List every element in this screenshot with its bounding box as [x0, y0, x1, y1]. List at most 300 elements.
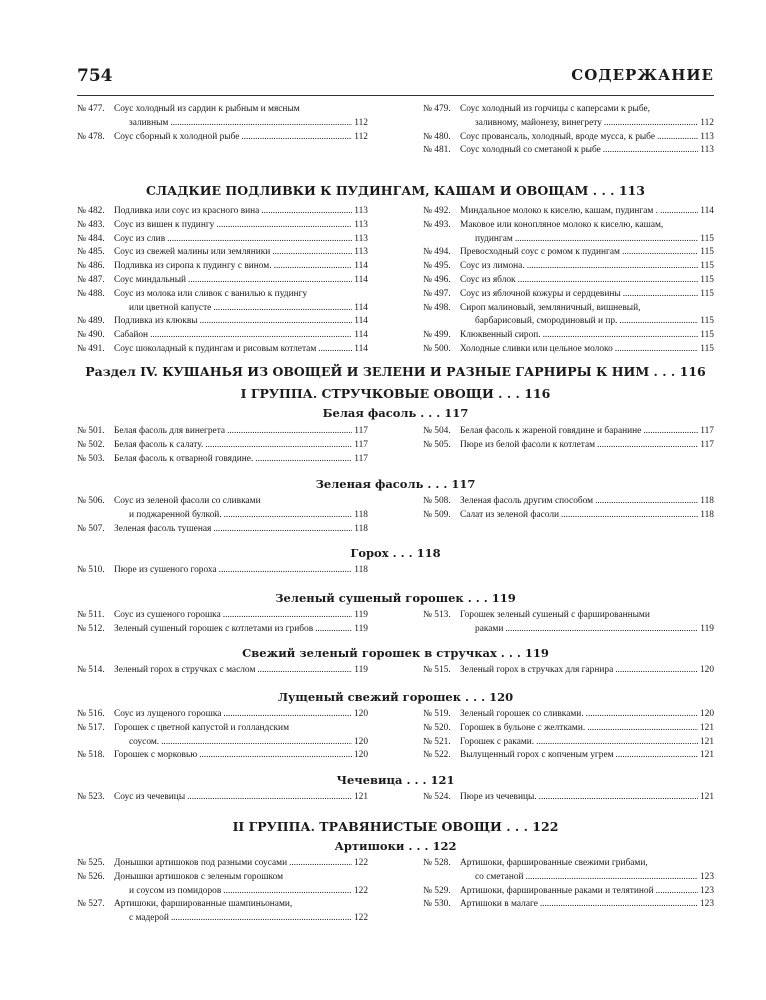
- toc-columns: [77, 609, 714, 637]
- entry-page-number: 121: [353, 792, 368, 802]
- entry-body: [114, 722, 368, 750]
- entry-page-number: 119: [354, 623, 368, 634]
- entry-body: [114, 439, 368, 453]
- entry-title-text: Салат из зеленой фасоли: [460, 509, 560, 520]
- toc-entry: [77, 205, 368, 219]
- entry-page-number: 120: [699, 709, 714, 719]
- entry-body: [114, 708, 368, 722]
- entry-body: [460, 329, 714, 343]
- entry-number: № 525.: [77, 858, 105, 868]
- entry-title-text: Соус из слив: [114, 233, 166, 244]
- toc-column-left: [77, 205, 368, 357]
- entry-number: № 513.: [423, 610, 451, 620]
- entry-number: № 524.: [423, 792, 451, 802]
- toc-columns: [77, 103, 714, 158]
- entry-title-last-line: [460, 246, 714, 260]
- entry-number: № 482.: [77, 206, 105, 216]
- entry-title-text: барбарисовый, смородиновый и пр.: [475, 316, 618, 327]
- entry-page-number: 115: [700, 343, 714, 354]
- toc-section: [77, 183, 714, 357]
- toc-section: [77, 591, 714, 637]
- entry-body: [114, 233, 368, 247]
- toc-column-right: [423, 495, 714, 536]
- dot-leader: [643, 425, 698, 439]
- entry-number: № 477.: [77, 104, 105, 114]
- dot-leader: [615, 343, 699, 357]
- toc-entry: [77, 103, 368, 131]
- toc-column-left: [77, 425, 368, 466]
- entry-body: [114, 343, 368, 357]
- dot-leader: [622, 246, 698, 260]
- dot-leader: [205, 439, 352, 453]
- entry-title-text: со сметаной: [475, 871, 524, 882]
- toc-column-right: [423, 609, 714, 637]
- entry-page-number: 114: [354, 330, 368, 341]
- dot-leader: [515, 233, 698, 247]
- entry-title-text: Артишоки, фаршированные раками и телятиной: [460, 885, 654, 896]
- entry-page-number: 118: [700, 496, 714, 506]
- entry-number: № 519.: [423, 709, 451, 719]
- header-rule: [77, 95, 714, 96]
- entry-title-last-line: [114, 736, 368, 750]
- toc-column-left: [77, 609, 368, 637]
- entry-body: [460, 144, 714, 158]
- entry-body: [114, 425, 368, 439]
- toc-entry: [423, 219, 714, 247]
- entry-body: [114, 219, 368, 233]
- entry-title-last-line: [114, 439, 368, 453]
- entry-title-text: Подливка из клюквы: [114, 316, 198, 327]
- entry-title-text: и соусом из помидоров: [129, 885, 222, 896]
- toc-entry: [77, 708, 368, 722]
- toc-entry: [77, 274, 368, 288]
- entry-title-last-line: [114, 708, 368, 722]
- toc-entry: [423, 708, 714, 722]
- toc-entry: [77, 523, 368, 537]
- toc-section: [77, 819, 714, 926]
- dot-leader: [167, 233, 352, 247]
- entry-title-line: Маковое или конопляное молоко к киселю, кашам,: [460, 219, 664, 230]
- entry-page-number: 114: [354, 274, 368, 285]
- entry-body: [114, 246, 368, 260]
- entry-title-text: Зеленая фасоль другим способом: [460, 496, 594, 506]
- toc-entry: [77, 664, 368, 678]
- entry-page-number: 118: [354, 565, 368, 575]
- entry-body: [114, 898, 368, 926]
- entry-body: [460, 898, 714, 912]
- entry-title-text: Вылущенный горох с копченым угрем: [460, 750, 614, 761]
- dot-leader: [619, 315, 698, 329]
- toc-entry: [77, 623, 368, 637]
- entry-page-number: 123: [699, 885, 714, 896]
- entry-number: № 504.: [423, 426, 451, 436]
- toc-section: [77, 477, 714, 536]
- dot-leader: [272, 246, 352, 260]
- entry-body: [460, 288, 714, 302]
- entry-title-text: Пюре из белой фасоли к котлетам: [460, 439, 596, 450]
- entry-title-last-line: [460, 288, 714, 302]
- dot-leader: [561, 509, 698, 523]
- toc-entry: [77, 722, 368, 750]
- entry-title-last-line: [114, 343, 368, 357]
- dot-leader: [257, 664, 352, 678]
- entry-title-line: Соус холодный из сардин к рыбным и мясным: [114, 104, 300, 114]
- entry-page-number: 120: [353, 736, 368, 747]
- entry-body: [460, 205, 714, 219]
- entry-title-text: Миндальное молоко к киселю, кашам, пудингам .: [460, 206, 659, 216]
- entry-body: [114, 564, 368, 578]
- entry-body: [114, 453, 368, 467]
- entry-title-last-line: [114, 233, 368, 247]
- dot-leader: [289, 857, 352, 871]
- dot-leader: [170, 117, 352, 131]
- dot-leader: [161, 736, 352, 750]
- entry-number: № 528.: [423, 858, 451, 868]
- entry-page-number: 114: [354, 316, 368, 327]
- entry-page-number: 121: [699, 736, 714, 747]
- entry-number: № 522.: [423, 750, 451, 761]
- entry-title-last-line: [114, 857, 368, 871]
- entry-number: № 499.: [423, 330, 451, 341]
- dot-leader: [615, 664, 698, 678]
- page-number: 754: [77, 66, 113, 86]
- entry-page-number: 115: [700, 261, 714, 272]
- toc-section: [77, 103, 714, 158]
- entry-page-number: 123: [699, 899, 714, 910]
- entry-title-text: Соус провансаль, холодный, вроде мусса, к рыбе: [460, 131, 655, 142]
- toc-entry: [77, 749, 368, 763]
- entry-body: [114, 288, 368, 316]
- entry-page-number: 113: [354, 206, 368, 216]
- entry-body: [460, 260, 714, 274]
- entry-body: [460, 609, 714, 637]
- toc-entry: [423, 274, 714, 288]
- entry-title-last-line: [114, 117, 368, 131]
- entry-number: № 501.: [77, 426, 105, 436]
- entry-title-last-line: [114, 425, 368, 439]
- entry-title-text: Соус из яблок: [460, 274, 516, 285]
- entry-title-line: Соус из молока или сливок с ванилью к пудингу: [114, 288, 308, 299]
- entry-title-line: Соус из зеленой фасоли со сливками: [114, 496, 261, 506]
- entry-title-text: Артишоки в малаге: [460, 899, 538, 910]
- dot-leader: [536, 736, 698, 750]
- entry-title-line: Горошек с цветной капустой и голландским: [114, 722, 289, 733]
- entry-title-text: Зеленый горох в стручках для гарнира: [460, 665, 614, 675]
- entry-number: № 490.: [77, 330, 105, 341]
- toc-columns: [77, 791, 714, 805]
- entry-number: № 498.: [423, 302, 451, 313]
- running-title: СОДЕРЖАНИЕ: [571, 66, 714, 84]
- dot-leader: [241, 131, 352, 145]
- entry-title-text: Соус холодный со сметаной к рыбе: [460, 145, 601, 156]
- entry-title-text: с мадерой: [129, 913, 169, 924]
- entry-page-number: 121: [699, 722, 714, 733]
- entry-number: № 485.: [77, 247, 105, 258]
- dot-leader: [200, 315, 353, 329]
- entry-title-text: Горошек с раками.: [460, 736, 535, 747]
- entry-title-text: Подливка или соус из красного вина: [114, 206, 260, 216]
- entry-number: № 505.: [423, 439, 451, 450]
- entry-number: № 516.: [77, 709, 105, 719]
- dot-leader: [527, 260, 699, 274]
- dot-leader: [518, 274, 699, 288]
- toc-column-right: [423, 857, 714, 926]
- toc-column-right: [423, 791, 714, 805]
- entry-title-line: Сироп малиновый, земляничный, вишневый,: [460, 302, 641, 313]
- entry-title-last-line: [460, 722, 714, 736]
- toc-entry: [77, 791, 368, 805]
- entry-number: № 491.: [77, 343, 105, 354]
- subsection-heading: Чечевица . . . 121: [336, 773, 455, 787]
- entry-page-number: 119: [700, 623, 714, 634]
- entry-title-text: или цветной капусте: [129, 302, 212, 313]
- entry-page-number: 120: [353, 750, 368, 761]
- toc-entry: [77, 898, 368, 926]
- entry-body: [460, 749, 714, 763]
- entry-page-number: 114: [354, 343, 368, 354]
- entry-page-number: 113: [354, 219, 368, 230]
- entry-title-text: Соус из яблочной кожуры и сердцевины: [460, 288, 621, 299]
- entry-title-text: Донышки артишоков под разными соусами: [114, 858, 288, 868]
- entry-title-text: пудингам: [475, 233, 513, 244]
- entry-title-text: и поджаренной булкой.: [129, 509, 222, 520]
- entry-title-last-line: [460, 205, 714, 219]
- toc-columns: [77, 564, 714, 578]
- entry-title-text: Подливка из сиропа к пудингу с вином.: [114, 261, 272, 272]
- toc-entry: [77, 219, 368, 233]
- subsection-heading: Белая фасоль . . . 117: [322, 406, 469, 420]
- entry-number: № 483.: [77, 219, 105, 230]
- entry-page-number: 115: [700, 288, 714, 299]
- entry-page-number: 117: [700, 426, 714, 436]
- entry-title-last-line: [460, 791, 714, 805]
- entry-page-number: 117: [354, 453, 368, 464]
- toc-entry: [77, 564, 368, 578]
- entry-title-last-line: [460, 117, 714, 131]
- toc-entry: [423, 131, 714, 145]
- entry-title-last-line: [460, 736, 714, 750]
- entry-body: [460, 664, 714, 678]
- entry-number: № 508.: [423, 496, 451, 506]
- entry-body: [114, 871, 368, 899]
- entry-number: № 488.: [77, 288, 105, 299]
- dot-leader: [543, 329, 699, 343]
- entry-body: [114, 274, 368, 288]
- entry-title-last-line: [460, 898, 714, 912]
- subsection-heading: Горох . . . 118: [350, 546, 441, 560]
- toc-entry: [423, 609, 714, 637]
- toc-column-right: [423, 425, 714, 466]
- entry-title-last-line: [460, 343, 714, 357]
- entry-title-line: Артишоки, фаршированные свежими грибами,: [460, 858, 648, 868]
- entry-title-last-line: [114, 885, 368, 899]
- toc-entry: [423, 425, 714, 439]
- entry-title-text: заливному, майонезу, винегрету: [475, 117, 602, 128]
- dot-leader: [604, 117, 698, 131]
- entry-title-text: Горошек с морковью: [114, 750, 198, 761]
- toc-column-right: [423, 103, 714, 158]
- entry-number: № 518.: [77, 750, 105, 761]
- entry-title-line: Соус холодный из горчицы с каперсами к рыбе,: [460, 104, 651, 114]
- entry-title-text: Зеленая фасоль тушеная: [114, 523, 212, 534]
- entry-number: № 478.: [77, 131, 105, 142]
- entry-page-number: 117: [354, 439, 368, 450]
- entry-title-text: соусом.: [129, 736, 160, 747]
- entry-number: № 530.: [423, 899, 451, 910]
- entry-number: № 520.: [423, 722, 451, 733]
- toc-entry: [423, 509, 714, 523]
- dot-leader: [216, 219, 352, 233]
- entry-title-text: Соус сборный к холодной рыбе: [114, 131, 240, 142]
- entry-page-number: 114: [700, 206, 714, 216]
- entry-title-last-line: [460, 749, 714, 763]
- dot-leader: [187, 791, 352, 805]
- toc-column-right: [423, 564, 714, 578]
- dot-leader: [171, 912, 352, 926]
- dot-leader: [224, 509, 353, 523]
- entry-title-text: Пюре из чечевицы.: [460, 792, 537, 802]
- entry-page-number: 113: [354, 233, 368, 244]
- entry-page-number: 122: [353, 858, 368, 868]
- toc-entry: [423, 898, 714, 912]
- dot-leader: [657, 131, 698, 145]
- entry-title-last-line: [460, 315, 714, 329]
- entry-body: [460, 302, 714, 330]
- entry-page-number: 113: [700, 145, 714, 156]
- entry-title-last-line: [114, 246, 368, 260]
- toc-section: [77, 546, 714, 578]
- entry-title-last-line: [114, 219, 368, 233]
- entry-title-last-line: [460, 509, 714, 523]
- entry-body: [114, 623, 368, 637]
- entry-body: [460, 885, 714, 899]
- entry-number: № 512.: [77, 623, 105, 634]
- entry-title-last-line: [114, 623, 368, 637]
- toc-entry: [77, 343, 368, 357]
- entry-page-number: 112: [354, 131, 368, 142]
- entry-page-number: 122: [353, 885, 368, 896]
- entry-title-last-line: [114, 791, 368, 805]
- entry-page-number: 112: [354, 117, 368, 128]
- entry-body: [114, 857, 368, 871]
- entry-body: [460, 425, 714, 439]
- entry-body: [114, 103, 368, 131]
- entry-title-last-line: [114, 205, 368, 219]
- toc-entry: [77, 329, 368, 343]
- entry-title-last-line: [114, 664, 368, 678]
- entry-title-text: Белая фасоль к жареной говядине и баранине: [460, 426, 642, 436]
- entry-title-text: Сабайон: [114, 330, 149, 341]
- entry-number: № 497.: [423, 288, 451, 299]
- entry-number: № 526.: [77, 871, 105, 882]
- entry-page-number: 113: [354, 247, 368, 258]
- entry-number: № 523.: [77, 792, 105, 802]
- toc-entry: [77, 871, 368, 899]
- toc-entry: [423, 302, 714, 330]
- entry-title-text: Соус из сушеного горошка: [114, 610, 221, 620]
- entry-number: № 506.: [77, 496, 105, 506]
- dot-leader: [616, 749, 698, 763]
- dot-leader: [223, 708, 352, 722]
- entry-number: № 510.: [77, 565, 105, 575]
- dot-leader: [274, 260, 353, 274]
- entry-title-text: Превосходный соус с ромом к пудингам: [460, 247, 620, 258]
- dot-leader: [656, 885, 698, 899]
- entry-number: № 487.: [77, 274, 105, 285]
- entry-number: № 511.: [77, 610, 105, 620]
- toc-entry: [77, 233, 368, 247]
- entry-page-number: 123: [699, 871, 714, 882]
- entry-body: [114, 329, 368, 343]
- toc-entry: [77, 260, 368, 274]
- entry-page-number: 117: [354, 426, 368, 436]
- entry-title-text: Белая фасоль к салату.: [114, 439, 204, 450]
- toc-columns: [77, 425, 714, 466]
- entry-page-number: 122: [353, 913, 368, 924]
- dot-leader: [219, 564, 353, 578]
- toc-column-left: [77, 564, 368, 578]
- entry-page-number: 118: [700, 509, 714, 520]
- toc-entry: [423, 439, 714, 453]
- entry-title-last-line: [114, 315, 368, 329]
- entry-number: № 489.: [77, 316, 105, 327]
- toc-entry: [423, 736, 714, 750]
- entry-title-line: Горошек зеленый сушеный с фаршированными: [460, 610, 650, 620]
- entry-body: [460, 708, 714, 722]
- toc-entry: [423, 205, 714, 219]
- entry-body: [114, 523, 368, 537]
- entry-page-number: 119: [354, 610, 368, 620]
- entry-page-number: 115: [700, 274, 714, 285]
- entry-body: [114, 664, 368, 678]
- entry-number: № 479.: [423, 104, 451, 114]
- entry-body: [460, 509, 714, 523]
- dot-leader: [188, 274, 352, 288]
- entry-body: [460, 246, 714, 260]
- entry-title-text: Зеленый сушеный горошек с котлетами из грибов: [114, 623, 314, 634]
- entry-body: [460, 343, 714, 357]
- entry-number: № 493.: [423, 219, 451, 230]
- section-heading: СЛАДКИЕ ПОДЛИВКИ К ПУДИНГАМ, КАШАМ И ОВОЩАМ . . . 113: [146, 183, 645, 198]
- entry-body: [114, 315, 368, 329]
- dot-leader: [540, 898, 698, 912]
- toc-entry: [423, 885, 714, 899]
- entry-title-text: Зеленый горох в стручках с маслом: [114, 665, 256, 675]
- entry-title-line: Артишоки, фаршированные шампиньонами,: [114, 899, 293, 910]
- entry-page-number: 114: [354, 261, 368, 272]
- toc-entry: [423, 246, 714, 260]
- entry-title-last-line: [460, 425, 714, 439]
- entry-title-last-line: [460, 260, 714, 274]
- subsection-heading: Зеленая фасоль . . . 117: [315, 477, 476, 491]
- toc-column-right: [423, 205, 714, 357]
- entry-title-last-line: [114, 131, 368, 145]
- dot-leader: [597, 439, 698, 453]
- dot-leader: [223, 885, 352, 899]
- entry-title-last-line: [460, 495, 714, 509]
- entry-number: № 502.: [77, 439, 105, 450]
- toc-column-left: [77, 791, 368, 805]
- dot-leader: [213, 302, 352, 316]
- entry-body: [460, 857, 714, 885]
- entry-title-text: Соус из чечевицы: [114, 792, 186, 802]
- entry-number: № 503.: [77, 453, 105, 464]
- entry-title-text: Пюре из сушеного гороха: [114, 565, 217, 575]
- entry-body: [114, 495, 368, 523]
- part-heading: Раздел IV. КУШАНЬЯ ИЗ ОВОЩЕЙ И ЗЕЛЕНИ И РАЗНЫЕ ГАРНИРЫ К НИМ . . . 116: [85, 364, 706, 379]
- toc-columns: [77, 664, 714, 678]
- entry-page-number: 120: [353, 709, 368, 719]
